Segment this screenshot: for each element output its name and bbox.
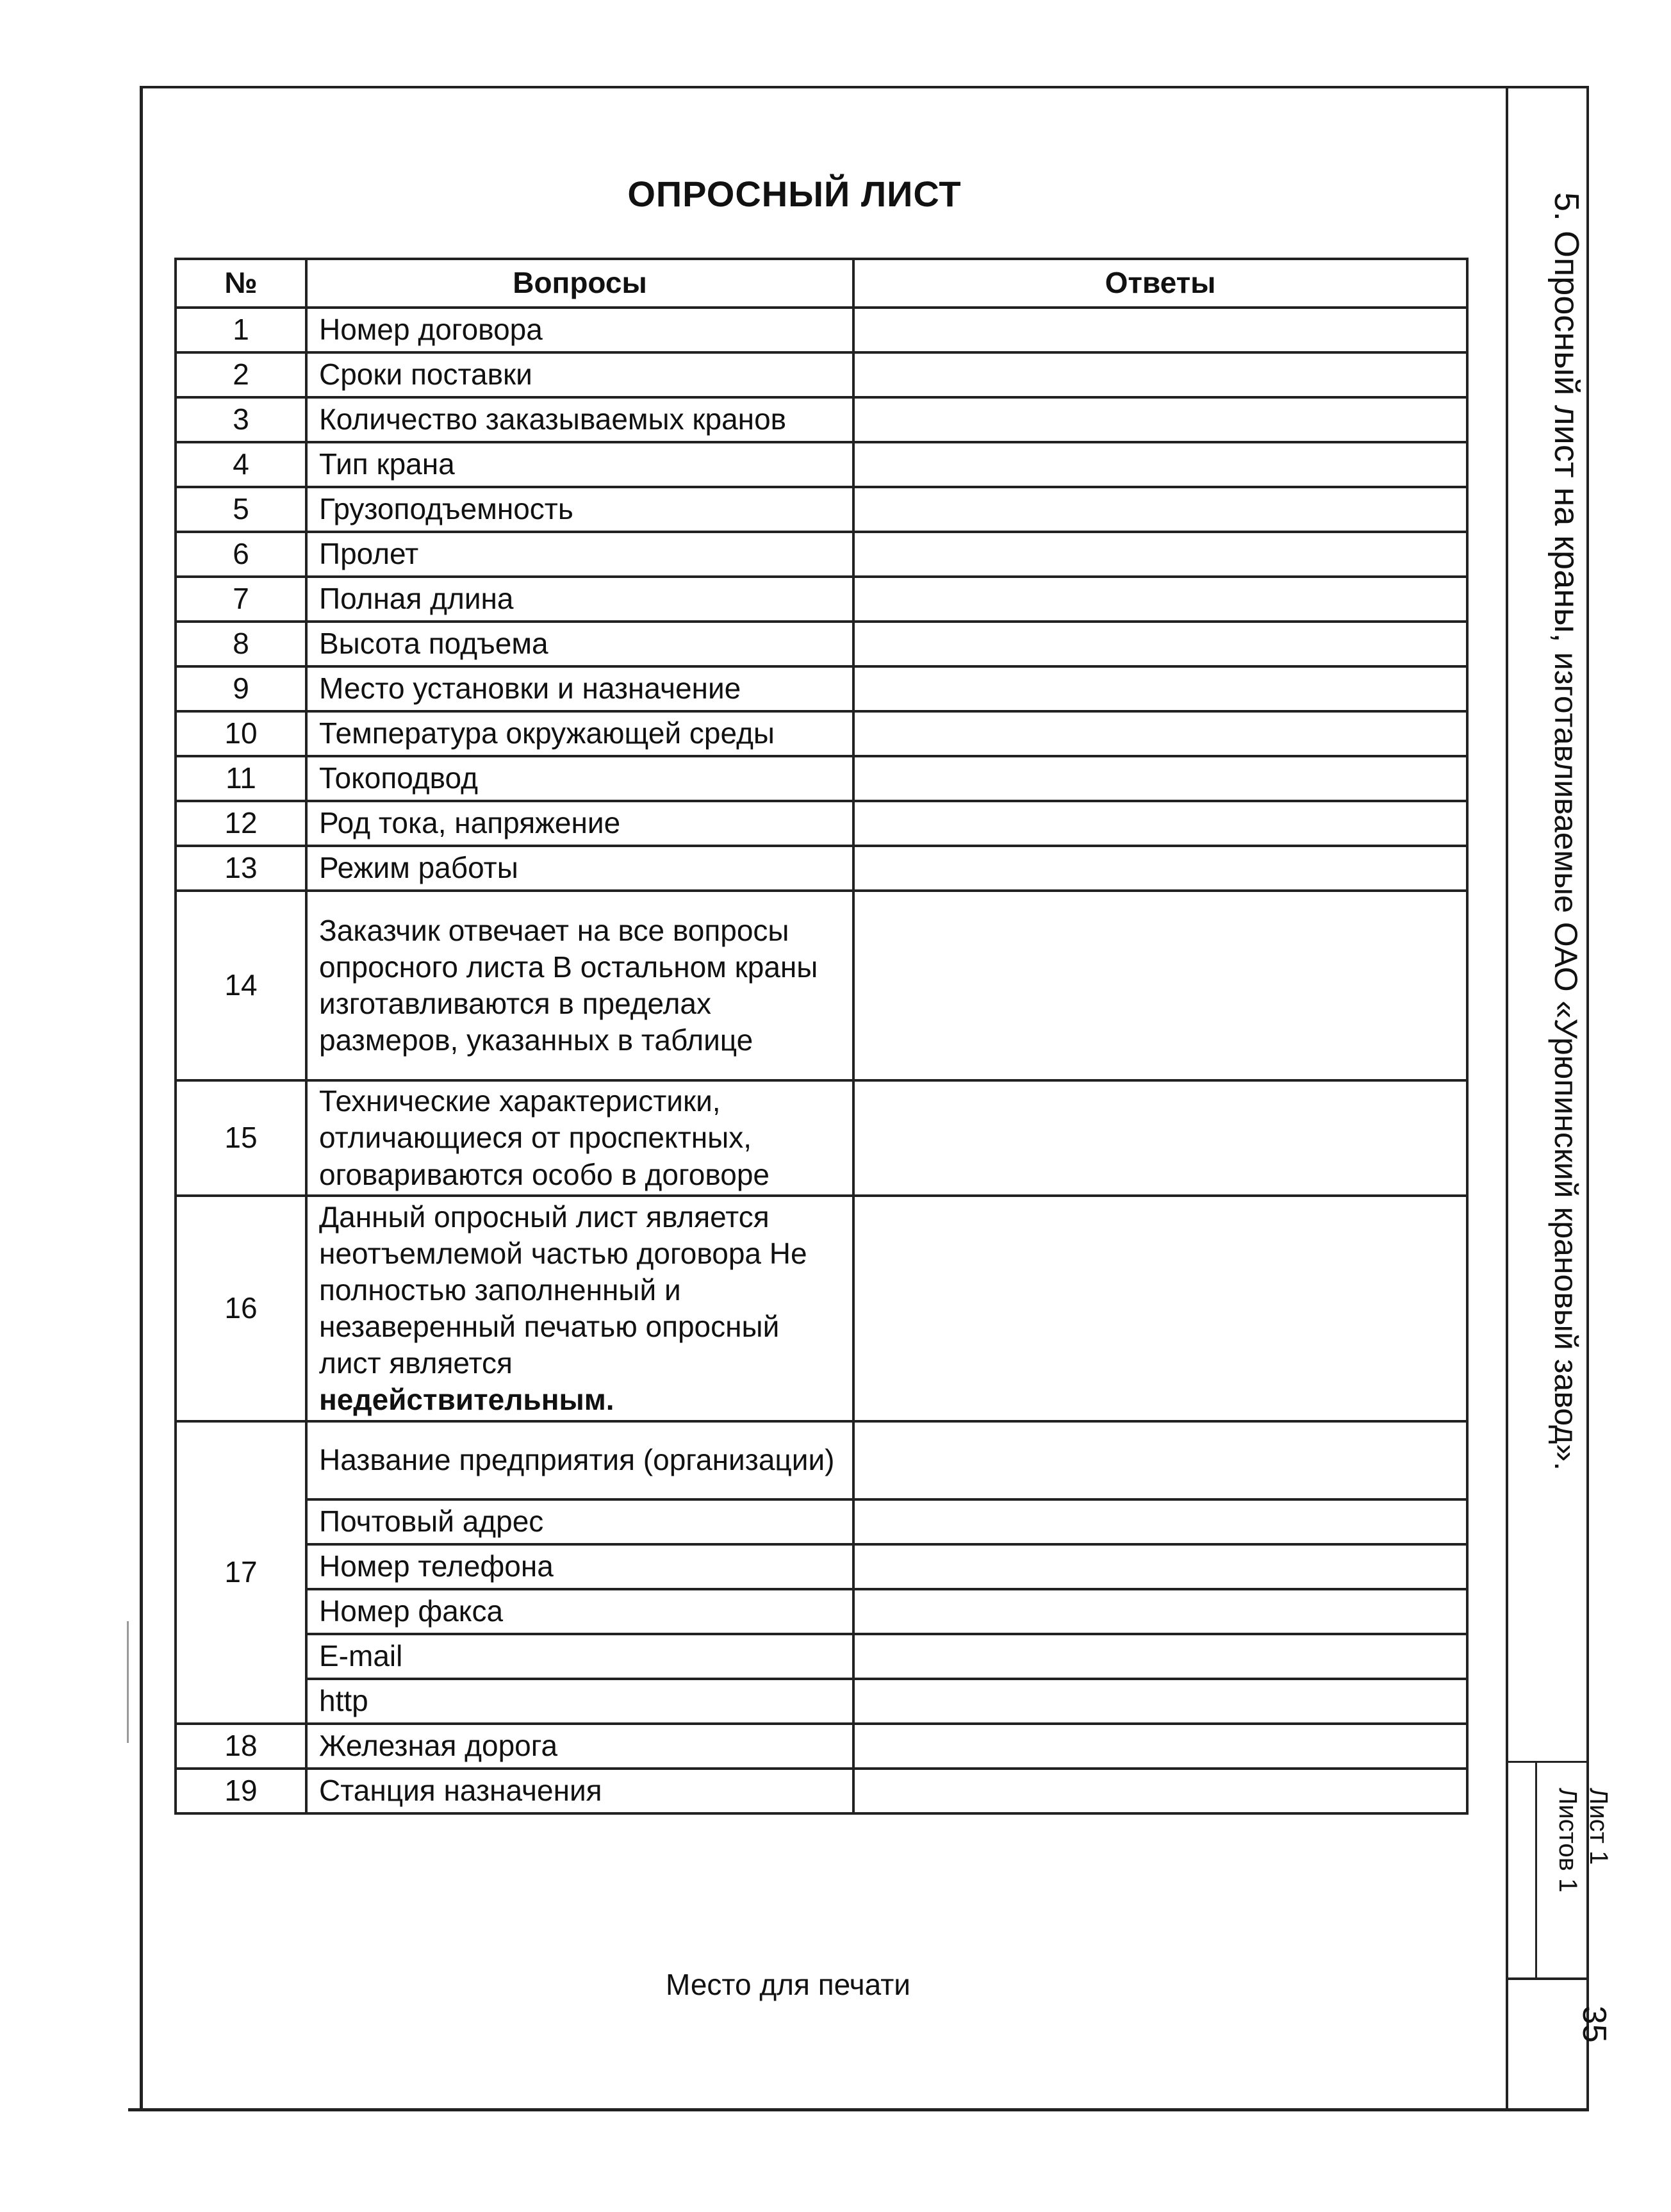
- side-title-suffix: изготавливаемые ОАО «Урюпинский крановый завод».: [1548, 652, 1584, 1471]
- row-question: http: [306, 1679, 853, 1724]
- table-row: [176, 1769, 1467, 1813]
- table-header-row: [176, 259, 1467, 308]
- answer-cell[interactable]: [853, 577, 1467, 622]
- frame-bottom-border: [128, 2108, 1589, 2111]
- table-row: [176, 801, 1467, 846]
- row-question: Станция назначения: [306, 1769, 853, 1813]
- header-answers: Ответы: [853, 259, 1467, 308]
- table-row: [176, 1634, 1467, 1679]
- row-question-emphasis: недействительным.: [319, 1383, 614, 1417]
- answer-cell[interactable]: [853, 1589, 1467, 1634]
- frame-top-border: [140, 86, 1589, 88]
- side-title-prefix: 5. Опросный лист на краны,: [1547, 192, 1586, 652]
- answer-cell[interactable]: [853, 801, 1467, 846]
- stamp-place-label: Место для печати: [666, 1968, 910, 2001]
- table-row: [176, 1196, 1467, 1421]
- row-number: 15: [176, 1080, 306, 1196]
- table-row: [176, 756, 1467, 801]
- row-question: Токоподвод: [306, 756, 853, 801]
- row-number: 14: [176, 891, 306, 1080]
- row-question: Высота подъема: [306, 622, 853, 666]
- answer-cell[interactable]: [853, 1544, 1467, 1589]
- answer-cell[interactable]: [853, 1634, 1467, 1679]
- answer-cell[interactable]: [853, 397, 1467, 442]
- row-number: 1: [176, 308, 306, 352]
- table-row: [176, 442, 1467, 487]
- table-row: [176, 352, 1467, 397]
- answer-cell[interactable]: [853, 1769, 1467, 1813]
- row-question: Пролет: [306, 532, 853, 577]
- header-number: №: [176, 259, 306, 308]
- row-number: 8: [176, 622, 306, 666]
- side-section-title: [1547, 192, 1586, 1471]
- row-question-text: Данный опросный лист является неотъемлемой частью договора Не полностью заполненный и незаверенный печатью опросный лист является: [319, 1200, 807, 1380]
- answer-cell[interactable]: [853, 711, 1467, 756]
- row-question: Грузоподъемность: [306, 487, 853, 532]
- row-question: Температура окружающей среды: [306, 711, 853, 756]
- table-row: [176, 1499, 1467, 1544]
- row-question: [306, 1196, 853, 1421]
- table-row: [176, 846, 1467, 891]
- table-row: [176, 622, 1467, 666]
- row-number: 9: [176, 666, 306, 711]
- answer-cell[interactable]: [853, 1080, 1467, 1196]
- row-question: Железная дорога: [306, 1724, 853, 1769]
- sheet-label: Лист 1: [1585, 1788, 1613, 1865]
- answer-cell[interactable]: [853, 846, 1467, 891]
- row-number: 6: [176, 532, 306, 577]
- page-number: 35: [1576, 2006, 1613, 2043]
- row-number: 18: [176, 1724, 306, 1769]
- table-row: [176, 532, 1467, 577]
- row-question: Количество заказываемых кранов: [306, 397, 853, 442]
- side-strip-divider: [1506, 86, 1508, 2109]
- table-row: [176, 397, 1467, 442]
- answer-cell[interactable]: [853, 308, 1467, 352]
- document-title: ОПРОСНЫЙ ЛИСТ: [627, 174, 962, 214]
- table-row: [176, 1724, 1467, 1769]
- table-row: [176, 711, 1467, 756]
- table-row: [176, 891, 1467, 1080]
- answer-cell[interactable]: [853, 1421, 1467, 1499]
- row-question: Сроки поставки: [306, 352, 853, 397]
- row-number: 7: [176, 577, 306, 622]
- row-question: Технические характеристики, отличающиеся от проспектных, оговариваются особо в договоре: [306, 1080, 853, 1196]
- frame-left-border: [140, 86, 143, 2109]
- row-number: 13: [176, 846, 306, 891]
- answer-cell[interactable]: [853, 666, 1467, 711]
- row-number: 12: [176, 801, 306, 846]
- row-question: Полная длина: [306, 577, 853, 622]
- survey-table: [174, 258, 1469, 1815]
- table-row: [176, 1421, 1467, 1499]
- title-block-top-line: [1506, 1761, 1586, 1763]
- answer-cell[interactable]: [853, 891, 1467, 1080]
- title-block-divider: [1535, 1761, 1537, 1977]
- answer-cell[interactable]: [853, 622, 1467, 666]
- answer-cell[interactable]: [853, 1196, 1467, 1421]
- row-question: Номер договора: [306, 308, 853, 352]
- answer-cell[interactable]: [853, 442, 1467, 487]
- row-number: 4: [176, 442, 306, 487]
- table-row: [176, 1679, 1467, 1724]
- row-question: Номер факса: [306, 1589, 853, 1634]
- row-number: 11: [176, 756, 306, 801]
- row-question: Род тока, напряжение: [306, 801, 853, 846]
- row-question: Номер телефона: [306, 1544, 853, 1589]
- table-row: [176, 1589, 1467, 1634]
- title-block-bottom-line: [1506, 1977, 1586, 1980]
- table-row: [176, 1080, 1467, 1196]
- row-question: Заказчик отвечает на все вопросы опросного листа В остальном краны изготавливаются в пределах размеров, указанных в таблице: [306, 891, 853, 1080]
- margin-mark: [127, 1621, 129, 1743]
- table-row: [176, 1544, 1467, 1589]
- answer-cell[interactable]: [853, 352, 1467, 397]
- row-question: E-mail: [306, 1634, 853, 1679]
- table-row: [176, 666, 1467, 711]
- sheets-count-label: Листов 1: [1554, 1788, 1582, 1893]
- row-number: 2: [176, 352, 306, 397]
- row-question: Место установки и назначение: [306, 666, 853, 711]
- answer-cell[interactable]: [853, 487, 1467, 532]
- row-number: 19: [176, 1769, 306, 1813]
- row-question: Тип крана: [306, 442, 853, 487]
- header-questions: Вопросы: [306, 259, 853, 308]
- table-row: [176, 577, 1467, 622]
- answer-cell[interactable]: [853, 1499, 1467, 1544]
- answer-cell[interactable]: [853, 756, 1467, 801]
- row-number: 16: [176, 1196, 306, 1421]
- row-question: Режим работы: [306, 846, 853, 891]
- answer-cell[interactable]: [853, 1679, 1467, 1724]
- row-question: Название предприятия (организации): [306, 1421, 853, 1499]
- answer-cell[interactable]: [853, 1724, 1467, 1769]
- table-row: [176, 487, 1467, 532]
- row-number: 5: [176, 487, 306, 532]
- row-question: Почтовый адрес: [306, 1499, 853, 1544]
- row-number: 3: [176, 397, 306, 442]
- row-number: 17: [176, 1421, 306, 1724]
- row-number: 10: [176, 711, 306, 756]
- table-row: [176, 308, 1467, 352]
- answer-cell[interactable]: [853, 532, 1467, 577]
